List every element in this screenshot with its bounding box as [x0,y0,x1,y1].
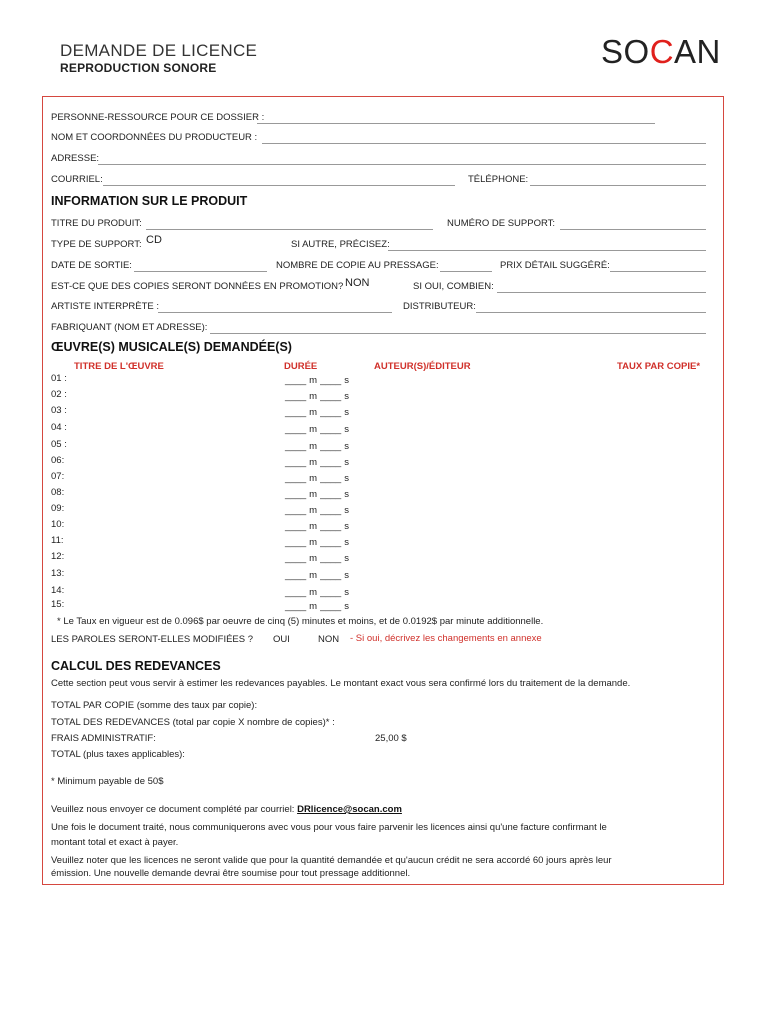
work-row-number: 10: [51,519,65,530]
producer-field[interactable] [262,143,706,144]
support-number-label: NUMÉRO DE SUPPORT: [447,218,556,229]
minutes-unit: m [309,407,318,418]
minutes-unit: m [309,570,318,581]
work-duration-field[interactable] [285,407,349,418]
minutes-blank[interactable]: ____ [285,601,307,612]
manufacturer-label: FABRIQUANT (NOM ET ADRESSE): [51,322,208,333]
work-row-number: 12: [51,551,65,562]
product-title-field[interactable] [146,229,433,230]
col-duration-header: DURÉE [284,361,318,372]
promo-value[interactable]: NON [345,277,370,289]
work-row-number: 03 : [51,405,67,416]
minimum-note: * Minimum payable de 50$ [51,776,164,787]
works-heading: ŒUVRE(S) MUSICALE(S) DEMANDÉE(S) [51,340,292,354]
manufacturer-field[interactable] [210,333,706,334]
seconds-blank[interactable]: ____ [320,601,342,612]
seconds-blank[interactable]: ____ [320,375,342,386]
how-many-label: SI OUI, COMBIEN: [413,281,494,292]
seconds-unit: s [344,570,349,581]
work-duration-field[interactable] [285,553,349,564]
producer-label: NOM ET COORDONNÉES DU PRODUCTEUR : [51,132,258,143]
support-type-label: TYPE DE SUPPORT: [51,239,142,250]
work-duration-field[interactable] [285,505,349,516]
work-row-number: 15: [51,599,65,610]
minutes-unit: m [309,457,318,468]
work-duration-field[interactable] [285,570,349,581]
distributor-field[interactable] [476,312,706,313]
work-row-number: 01 : [51,373,67,384]
work-row-number: 08: [51,487,65,498]
send-instruction [51,804,402,815]
minutes-blank[interactable]: ____ [285,457,307,468]
work-duration-field[interactable] [285,489,349,500]
seconds-unit: s [344,391,349,402]
seconds-unit: s [344,473,349,484]
minutes-unit: m [309,521,318,532]
email-field[interactable] [103,185,455,186]
work-duration-field[interactable] [285,457,349,468]
seconds-unit: s [344,521,349,532]
contact-person-label: PERSONNE-RESSOURCE POUR CE DOSSIER : [51,112,265,123]
copies-field[interactable] [440,271,492,272]
work-duration-field[interactable] [285,473,349,484]
work-row-number: 14: [51,585,65,596]
minutes-blank[interactable]: ____ [285,424,307,435]
price-field[interactable] [610,271,706,272]
col-author-header: AUTEUR(S)/ÉDITEUR [374,361,471,372]
minutes-unit: m [309,505,318,516]
minutes-unit: m [309,489,318,500]
release-date-label: DATE DE SORTIE: [51,260,132,271]
seconds-unit: s [344,407,349,418]
lyrics-label: LES PAROLES SERONT-ELLES MODIFIÉES ? [51,634,254,645]
processed-line-1: Une fois le document traité, nous communiquerons avec vous pour vous faire parvenir les licences ainsi qu'une facture confirmant le [51,822,607,833]
seconds-blank[interactable]: ____ [320,473,342,484]
minutes-unit: m [309,473,318,484]
seconds-unit: s [344,537,349,548]
col-title-header: TITRE DE L'ŒUVRE [74,361,164,372]
minutes-blank[interactable]: ____ [285,375,307,386]
minutes-unit: m [309,601,318,612]
work-row-number: 09: [51,503,65,514]
seconds-blank[interactable]: ____ [320,553,342,564]
col-rate-header: TAUX PAR COPIE* [617,361,701,372]
release-date-field[interactable] [134,271,267,272]
fees-intro: Cette section peut vous servir à estimer les redevances payables. Le montant exact vous sera confirmé lors du traitement de la demande. [51,678,631,689]
minutes-blank[interactable]: ____ [285,391,307,402]
other-support-label: SI AUTRE, PRÉCISEZ: [291,239,390,250]
page-title: DEMANDE DE LICENCE [60,41,258,60]
socan-logo [601,33,721,71]
email-link[interactable]: DRlicence@socan.com [297,804,402,815]
work-row-number: 13: [51,568,65,579]
work-row-number: 04 : [51,422,67,433]
seconds-blank[interactable]: ____ [320,457,342,468]
total-per-copy-label: TOTAL PAR COPIE (somme des taux par copie): [51,700,258,711]
work-duration-field[interactable] [285,537,349,548]
lyrics-note: - Si oui, décrivez les changements en annexe [350,633,542,644]
lyrics-no-option[interactable]: NON [318,634,340,645]
work-row-number: 05 : [51,439,67,450]
seconds-unit: s [344,553,349,564]
artist-label: ARTISTE INTERPRÈTE : [51,301,160,312]
address-label: ADRESSE: [51,153,100,164]
minutes-unit: m [309,537,318,548]
work-row-number: 06: [51,455,65,466]
lyrics-yes-option[interactable]: OUI [273,634,290,645]
seconds-blank[interactable]: ____ [320,441,342,452]
seconds-unit: s [344,601,349,612]
minutes-blank[interactable]: ____ [285,570,307,581]
fees-heading: CALCUL DES REDEVANCES [51,659,221,673]
seconds-blank[interactable]: ____ [320,570,342,581]
send-text: Veuillez nous envoyer ce document complété par courriel: [51,804,298,815]
seconds-unit: s [344,587,349,598]
seconds-blank[interactable]: ____ [320,537,342,548]
minutes-blank[interactable]: ____ [285,553,307,564]
seconds-blank[interactable]: ____ [320,521,342,532]
seconds-unit: s [344,505,349,516]
total-fees-label: TOTAL DES REDEVANCES (total par copie X nombre de copies)* : [51,717,335,728]
support-type-value[interactable]: CD [146,234,162,246]
artist-field[interactable] [158,312,392,313]
price-label: PRIX DÉTAIL SUGGÉRÉ: [500,260,610,271]
minutes-blank[interactable]: ____ [285,505,307,516]
seconds-blank[interactable]: ____ [320,587,342,598]
product-title-label: TITRE DU PRODUIT: [51,218,142,229]
rate-footnote: * Le Taux en vigueur est de 0.096$ par oeuvre de cinq (5) minutes et moins, et de 0.0192$ par minute additionnelle. [57,616,544,627]
admin-fees-label: FRAIS ADMINISTRATIF: [51,733,156,744]
seconds-unit: s [344,375,349,386]
seconds-blank[interactable]: ____ [320,407,342,418]
distributor-label: DISTRIBUTEUR: [403,301,476,312]
phone-field[interactable] [530,185,706,186]
admin-fees-value: 25,00 $ [375,733,407,744]
minutes-unit: m [309,587,318,598]
logo-text-right: AN [674,33,721,70]
other-support-field[interactable] [388,250,706,251]
seconds-unit: s [344,457,349,468]
minutes-blank[interactable]: ____ [285,489,307,500]
minutes-blank[interactable]: ____ [285,473,307,484]
work-duration-field[interactable] [285,587,349,598]
promo-label: EST-CE QUE DES COPIES SERONT DONNÉES EN PROMOTION? [51,281,344,292]
contact-person-field[interactable] [257,123,655,124]
support-number-field[interactable] [560,229,706,230]
logo-text-left: SO [601,33,650,70]
minutes-blank[interactable]: ____ [285,407,307,418]
work-duration-field[interactable] [285,441,349,452]
work-duration-field[interactable] [285,521,349,532]
minutes-blank[interactable]: ____ [285,587,307,598]
seconds-blank[interactable]: ____ [320,505,342,516]
seconds-blank[interactable]: ____ [320,391,342,402]
minutes-unit: m [309,424,318,435]
seconds-unit: s [344,489,349,500]
minutes-unit: m [309,391,318,402]
processed-line-2: montant total et exact à payer. [51,837,179,848]
seconds-blank[interactable]: ____ [320,489,342,500]
seconds-unit: s [344,441,349,452]
form-frame [42,96,724,885]
work-row-number: 07: [51,471,65,482]
seconds-unit: s [344,424,349,435]
phone-label: TÉLÉPHONE: [468,174,529,185]
email-label: COURRIEL: [51,174,103,185]
seconds-blank[interactable]: ____ [320,424,342,435]
work-row-number: 11: [51,535,64,546]
minutes-blank[interactable]: ____ [285,441,307,452]
logo-text-accent: C [649,33,675,70]
product-heading: INFORMATION SUR LE PRODUIT [51,194,248,208]
copies-label: NOMBRE DE COPIE AU PRESSAGE: [276,260,439,271]
minutes-unit: m [309,375,318,386]
minutes-unit: m [309,441,318,452]
note-line-2: émission. Une nouvelle demande devrai être soumise pour tout pressage additionnel. [51,868,411,879]
minutes-blank[interactable]: ____ [285,537,307,548]
work-row-number: 02 : [51,389,67,400]
how-many-field[interactable] [497,292,706,293]
address-field[interactable] [98,164,706,165]
minutes-blank[interactable]: ____ [285,521,307,532]
work-duration-field[interactable] [285,424,349,435]
minutes-unit: m [309,553,318,564]
work-duration-field[interactable] [285,601,349,612]
note-line-1: Veuillez noter que les licences ne seront valide que pour la quantité demandée et qu'aucun crédit ne sera accordé 60 jours après leur [51,855,612,866]
work-duration-field[interactable] [285,391,349,402]
work-duration-field[interactable] [285,375,349,386]
total-label: TOTAL (plus taxes applicables): [51,749,185,760]
page-subtitle: REPRODUCTION SONORE [60,61,217,75]
